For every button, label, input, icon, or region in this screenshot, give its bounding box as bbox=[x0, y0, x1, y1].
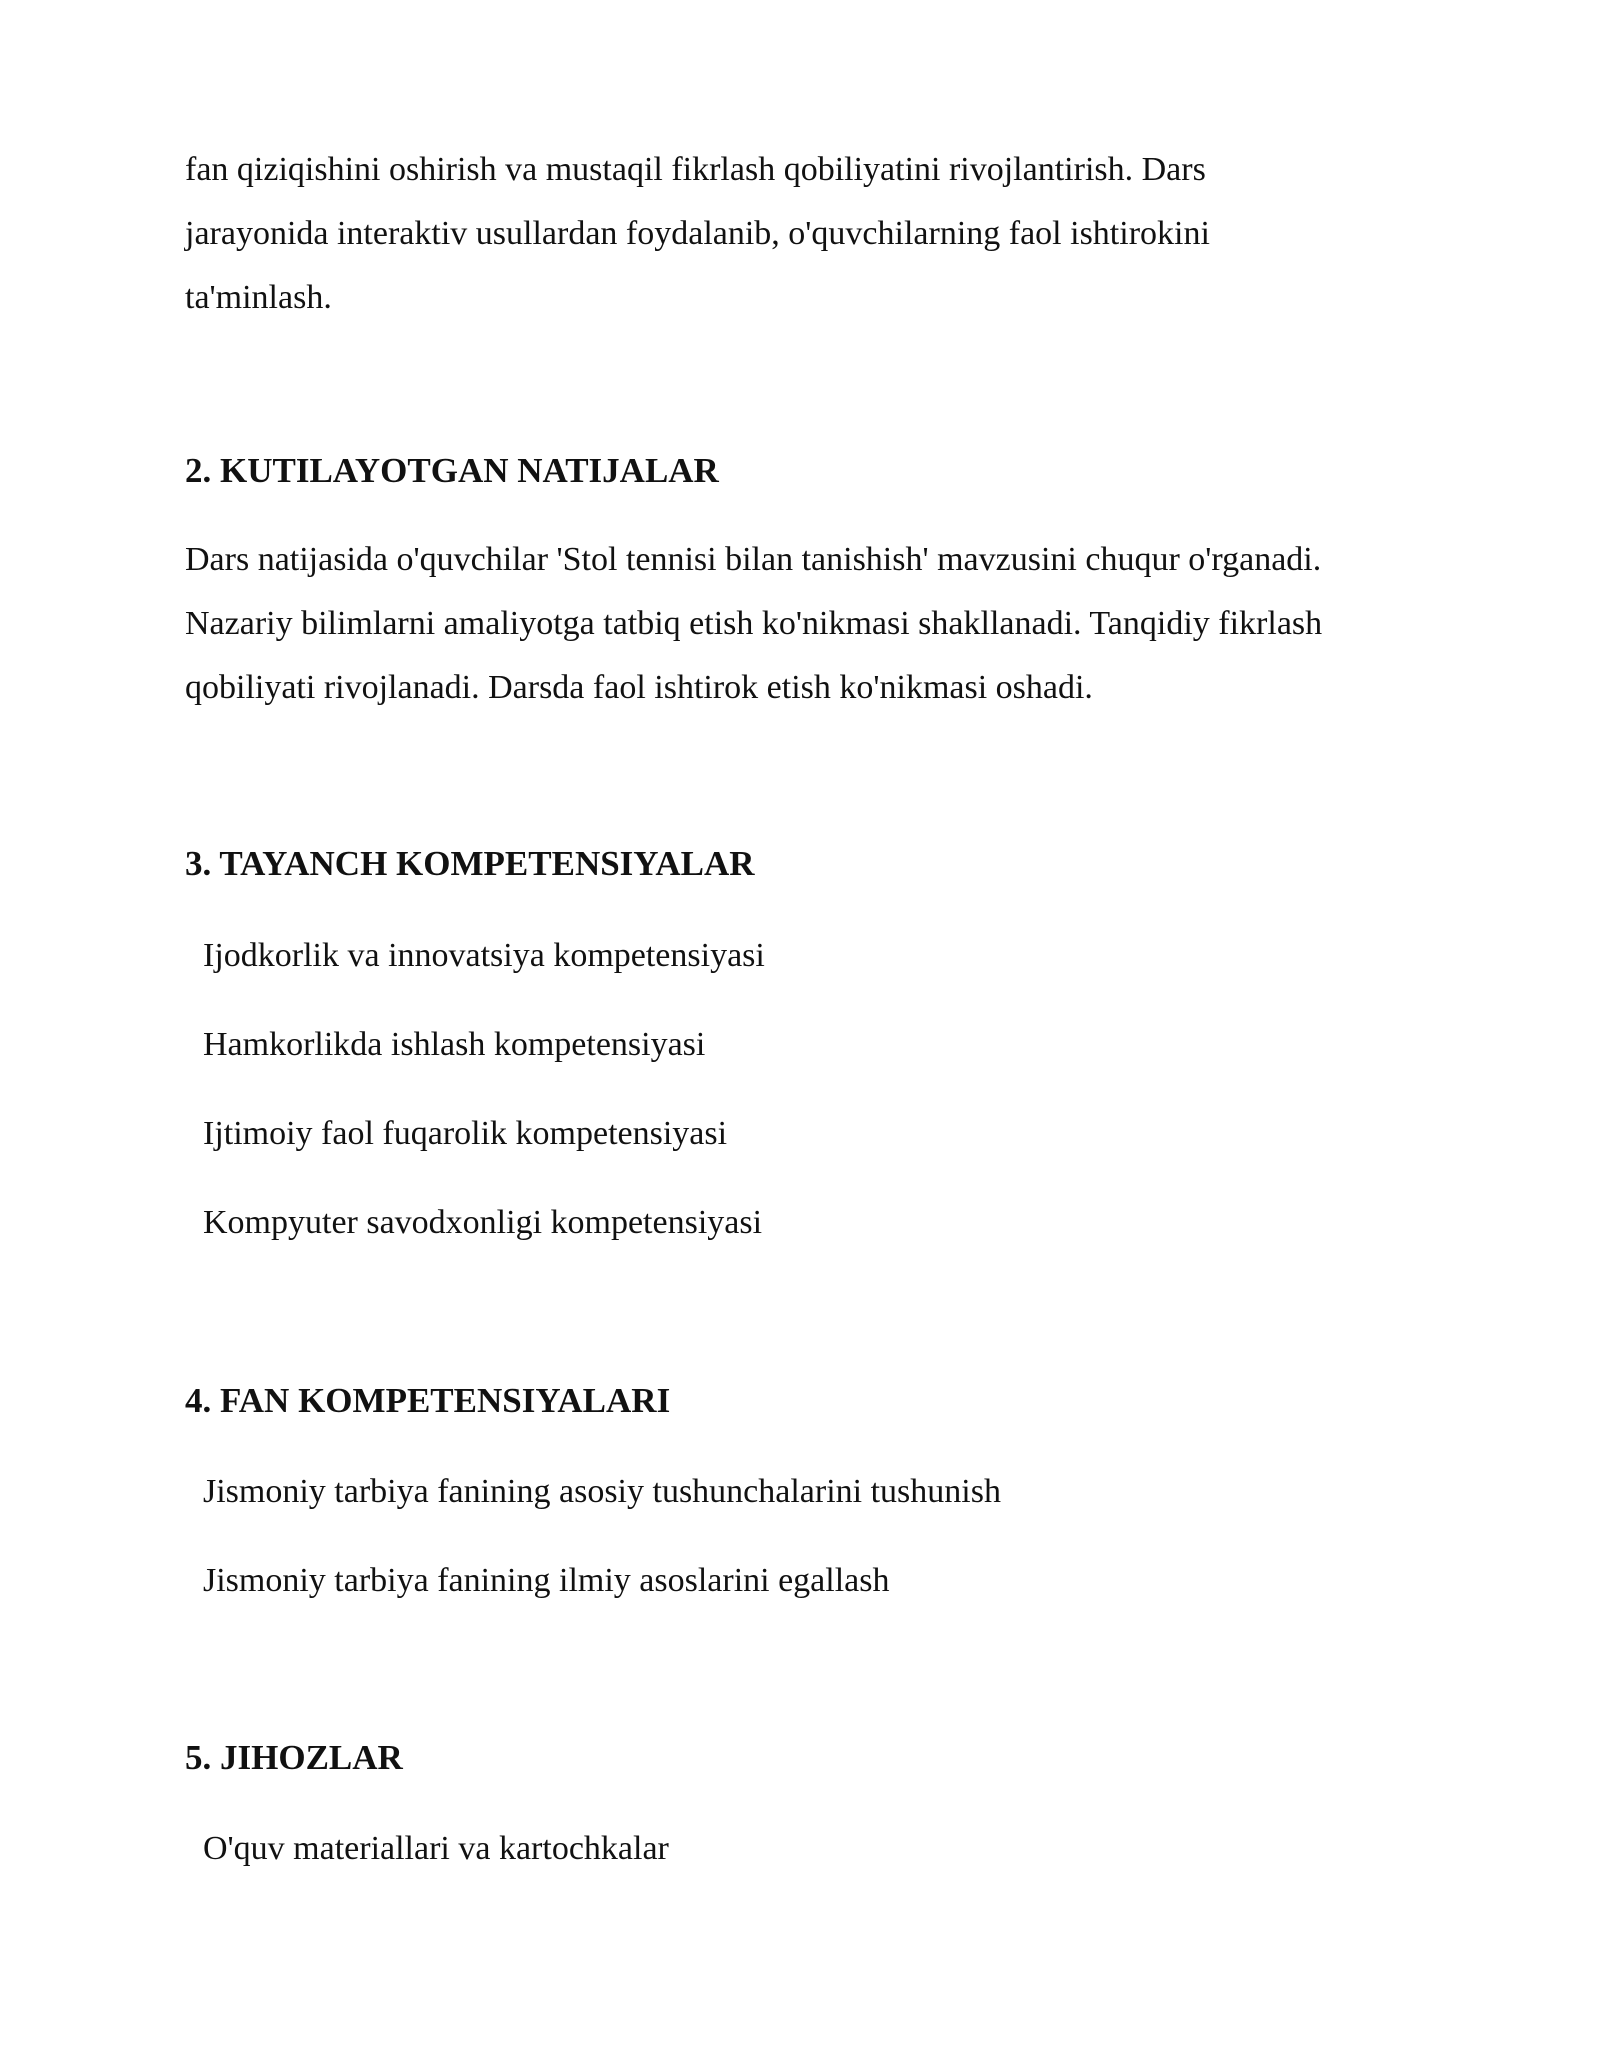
intro-line: jarayonida interaktiv usullardan foydalanib, o'quvchilarning faol ishtirokini bbox=[185, 215, 1210, 252]
results-line: Dars natijasida o'quvchilar 'Stol tennisi bilan tanishish' mavzusini chuqur o'rganadi. bbox=[185, 541, 1322, 578]
list-item: Jismoniy tarbiya fanining asosiy tushunchalarini tushunish bbox=[203, 1473, 1001, 1510]
section-heading-fan-kompetensiyalari: 4. FAN KOMPETENSIYALARI bbox=[185, 1381, 671, 1420]
results-paragraph bbox=[185, 528, 1425, 720]
list-item: Ijtimoiy faol fuqarolik kompetensiyasi bbox=[203, 1115, 728, 1152]
intro-line: fan qiziqishini oshirish va mustaqil fikrlash qobiliyatini rivojlantirish. Dars bbox=[185, 151, 1206, 188]
list-item: Ijodkorlik va innovatsiya kompetensiyasi bbox=[203, 937, 765, 974]
section-heading-jihozlar: 5. JIHOZLAR bbox=[185, 1738, 403, 1777]
list-item: Kompyuter savodxonligi kompetensiyasi bbox=[203, 1204, 763, 1241]
results-line: qobiliyati rivojlanadi. Darsda faol ishtirok etish ko'nikmasi oshadi. bbox=[185, 669, 1093, 706]
list-item: O'quv materiallari va kartochkalar bbox=[203, 1830, 669, 1867]
intro-line: ta'minlash. bbox=[185, 279, 332, 316]
section-heading-kutilayotgan-natijalar: 2. KUTILAYOTGAN NATIJALAR bbox=[185, 451, 719, 490]
results-line: Nazariy bilimlarni amaliyotga tatbiq etish ko'nikmasi shakllanadi. Tanqidiy fikrlash bbox=[185, 605, 1323, 642]
section-heading-tayanch-kompetensiyalar: 3. TAYANCH KOMPETENSIYALAR bbox=[185, 844, 755, 883]
intro-paragraph bbox=[185, 138, 1425, 330]
list-item: Jismoniy tarbiya fanining ilmiy asoslarini egallash bbox=[203, 1562, 890, 1599]
list-item: Hamkorlikda ishlash kompetensiyasi bbox=[203, 1026, 706, 1063]
